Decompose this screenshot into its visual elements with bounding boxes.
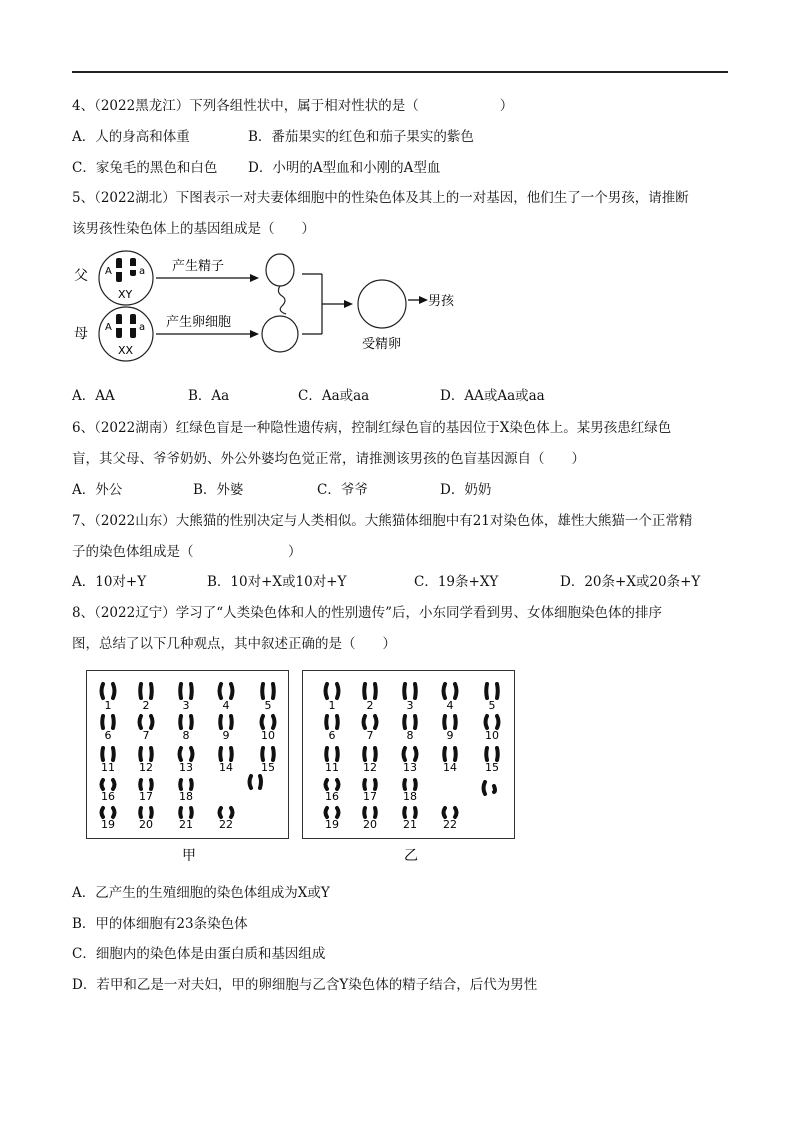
mother-label: 母 — [74, 326, 88, 342]
q5-stem-2: 该男孩性染色体上的基因组成是（ ） — [72, 221, 315, 237]
q5-stem-1: 5、（2022湖北）下图表示一对夫妻体细胞中的性染色体及其上的一对基因，他们生了一个男孩，请推断 — [72, 190, 689, 206]
chromosome-number: 9 — [222, 729, 230, 742]
chromosome-number: 11 — [325, 761, 339, 774]
chromosome-number: 5 — [264, 699, 272, 712]
chromosome-pair — [444, 716, 456, 728]
chromosome-number: 22 — [219, 818, 233, 831]
chromosome-pair — [404, 684, 416, 698]
q7-option-a[interactable]: A．10对+Y — [72, 574, 147, 590]
chromosome-number: 8 — [406, 729, 414, 742]
karyotype-panel-jia — [87, 671, 289, 839]
chromosome-number: 3 — [182, 699, 190, 712]
chromosome-pair — [102, 808, 115, 817]
chromosome-number: 16 — [101, 790, 115, 803]
father-label: 父 — [74, 268, 88, 284]
chromosome-pair — [486, 748, 498, 760]
q6-option-d[interactable]: D．奶奶 — [440, 482, 492, 498]
q6-option-c[interactable]: C．爷爷 — [317, 482, 368, 498]
chromosome-number: 17 — [363, 790, 377, 803]
chromosome-pair — [486, 716, 499, 728]
chromosome-pair — [102, 780, 115, 789]
chromosome-pair — [102, 716, 114, 728]
chromosome-pair — [180, 716, 192, 728]
chromosome-number: 5 — [488, 699, 496, 712]
chromosome-number: 8 — [182, 729, 190, 742]
q8-option-b[interactable]: B．甲的体细胞有23条染色体 — [72, 916, 248, 932]
chromosome-number: 1 — [104, 699, 112, 712]
q6-option-a[interactable]: A．外公 — [72, 482, 123, 498]
q8-option-c[interactable]: C．细胞内的染色体是由蛋白质和基因组成 — [72, 946, 326, 962]
chromosome-number: 18 — [179, 790, 193, 803]
chromosome-pair — [220, 684, 233, 698]
chromosome-pair — [364, 780, 376, 789]
karyotype-panel-yi — [303, 671, 515, 839]
header-rule — [72, 71, 728, 73]
chromosome-number: 4 — [222, 699, 230, 712]
chromosome-pair — [262, 748, 274, 760]
q7-option-c[interactable]: C．19条+XY — [414, 574, 499, 590]
chromosome-pair — [326, 780, 339, 789]
chromosome-number: 21 — [403, 818, 417, 831]
chromosome-pair — [404, 808, 416, 817]
sex-chromosomes — [250, 776, 262, 788]
chromosome-pair — [102, 748, 114, 760]
q4-option-d[interactable]: D．小明的A型血和小刚的A型血 — [248, 160, 441, 176]
chromosome-pair — [364, 716, 377, 728]
q8-option-a[interactable]: A．乙产生的生殖细胞的染色体组成为X或Y — [72, 885, 330, 901]
q4-options-2 — [72, 159, 728, 177]
boy-label: 男孩 — [428, 294, 455, 309]
q4-stem: 4、（2022黑龙江）下列各组性状中，属于相对性状的是（ ） — [72, 98, 514, 114]
q4-option-b[interactable]: B．番茄果实的红色和茄子果实的紫色 — [248, 129, 474, 145]
chromosome-number: 7 — [142, 729, 150, 742]
chromosome-number: 3 — [406, 699, 414, 712]
q4-options — [72, 128, 728, 146]
chromosome-pair — [364, 748, 376, 760]
karyotype-figure — [86, 670, 518, 868]
svg-text:a: a — [139, 266, 146, 277]
sperm-label: 产生精子 — [172, 259, 225, 274]
chromosome-number: 13 — [179, 761, 193, 774]
chromosome-pair — [326, 684, 339, 698]
chromosome-number: 14 — [443, 761, 457, 774]
mother-chromosomes: XX — [118, 344, 134, 357]
chromosome-number: 13 — [403, 761, 417, 774]
chromosome-pair — [486, 684, 498, 698]
chromosome-number: 16 — [325, 790, 339, 803]
chromosome-pair — [180, 748, 193, 760]
chromosome-pair — [180, 780, 192, 789]
chromosome-pair — [140, 808, 152, 817]
chromosome-number: 19 — [325, 818, 339, 831]
chromosome-pair — [326, 748, 338, 760]
chromosome-number: 12 — [363, 761, 377, 774]
q6-options — [72, 481, 728, 499]
q6-stem-2: 盲，其父母、爷爷奶奶、外公外婆均色觉正常，请推测该男孩的色盲基因源自（ ） — [72, 451, 585, 467]
q7-option-d[interactable]: D．20条+X或20条+Y — [560, 574, 701, 590]
q8-option-d[interactable]: D．若甲和乙是一对夫妇，甲的卵细胞与乙含Y染色体的精子结合，后代为男性 — [72, 977, 538, 993]
chromosome-number: 18 — [403, 790, 417, 803]
chromosome-number: 20 — [363, 818, 377, 831]
chromosome-number: 4 — [446, 699, 454, 712]
chromosome-pair — [444, 808, 457, 817]
q8-stem-2: 图，总结了以下几种观点，其中叙述正确的是（ ） — [72, 636, 396, 652]
q5-option-d[interactable]: D．AA或Aa或aa — [440, 388, 545, 404]
chromosome-number: 11 — [101, 761, 115, 774]
chromosome-number: 19 — [101, 818, 115, 831]
chromosome-number: 6 — [328, 729, 336, 742]
chromosome-number: 2 — [366, 699, 374, 712]
q6-stem-1: 6、（2022湖南）红绿色盲是一种隐性遗传病，控制红绿色盲的基因位于X染色体上。某男孩患红绿色 — [72, 420, 672, 436]
chromosome-pair — [220, 748, 232, 760]
q8-stem-1: 8、（2022辽宁）学习了“人类染色体和人的性别遗传”后，小东同学看到男、女体细胞染色体的排序 — [72, 605, 662, 621]
svg-text:a: a — [139, 322, 146, 333]
karyotype-caption-jia: 甲 — [182, 848, 196, 864]
chromosome-pair — [262, 716, 275, 728]
father-chromosomes: XY — [118, 288, 133, 301]
q7-option-b[interactable]: B．10对+X或10对+Y — [207, 574, 347, 590]
chromosome-pair — [140, 716, 153, 728]
chromosome-pair — [326, 716, 338, 728]
chromosome-number: 10 — [261, 729, 275, 742]
chromosome-number: 6 — [104, 729, 112, 742]
chromosome-number: 10 — [485, 729, 499, 742]
q5-inheritance-diagram — [70, 248, 455, 364]
chromosome-number: 1 — [328, 699, 336, 712]
chromosome-number: 17 — [139, 790, 153, 803]
chromosome-pair — [326, 808, 339, 817]
chromosome-pair — [102, 684, 115, 698]
chromosome-pair — [140, 684, 152, 698]
chromosome-pair — [140, 748, 152, 760]
chromosome-number: 22 — [443, 818, 457, 831]
svg-text:A: A — [105, 266, 112, 277]
chromosome-number: 20 — [139, 818, 153, 831]
chromosome-pair — [404, 716, 416, 728]
sex-chromosomes — [484, 782, 496, 794]
chromosome-pair — [404, 748, 417, 760]
zygote-label: 受精卵 — [362, 337, 402, 352]
q5-option-b[interactable]: B．Aa — [188, 388, 230, 404]
q4-option-a[interactable]: A．人的身高和体重 — [72, 129, 190, 145]
q5-options — [72, 387, 728, 405]
q7-options — [72, 573, 728, 591]
q7-stem-1: 7、（2022山东）大熊猫的性别决定与人类相似。大熊猫体细胞中有21对染色体，雄性大熊猫一个正常精 — [72, 513, 693, 529]
chromosome-pair — [180, 808, 192, 817]
chromosome-number: 21 — [179, 818, 193, 831]
zygote-cell — [358, 280, 406, 328]
chromosome-number: 14 — [219, 761, 233, 774]
sperm-cell — [266, 254, 294, 286]
chromosome-pair — [444, 748, 456, 760]
chromosome-pair — [404, 780, 416, 789]
q5-option-a[interactable]: A．AA — [72, 388, 115, 404]
karyotype-caption-yi: 乙 — [404, 848, 418, 864]
chromosome-pair — [220, 808, 233, 817]
chromosome-pair — [140, 780, 152, 789]
q4-option-c[interactable]: C．家兔毛的黑色和白色 — [72, 160, 218, 176]
chromosome-pair — [364, 684, 376, 698]
chromosome-number: 15 — [485, 761, 499, 774]
q6-option-b[interactable]: B．外婆 — [193, 482, 244, 498]
chromosome-pair — [180, 684, 192, 698]
chromosome-number: 12 — [139, 761, 153, 774]
chromosome-pair — [220, 716, 232, 728]
chromosome-number: 7 — [366, 729, 374, 742]
chromosome-pair — [364, 808, 376, 817]
q5-option-c[interactable]: C．Aa或aa — [298, 388, 370, 404]
q7-stem-2: 子的染色体组成是（ ） — [72, 544, 302, 560]
chromosome-pair — [444, 684, 457, 698]
chromosome-number: 15 — [261, 761, 275, 774]
chromosome-number: 9 — [446, 729, 454, 742]
egg-cell — [262, 316, 298, 352]
chromosome-number: 2 — [142, 699, 150, 712]
svg-text:A: A — [105, 322, 112, 333]
egg-label: 产生卵细胞 — [166, 315, 232, 330]
chromosome-pair — [262, 684, 274, 698]
